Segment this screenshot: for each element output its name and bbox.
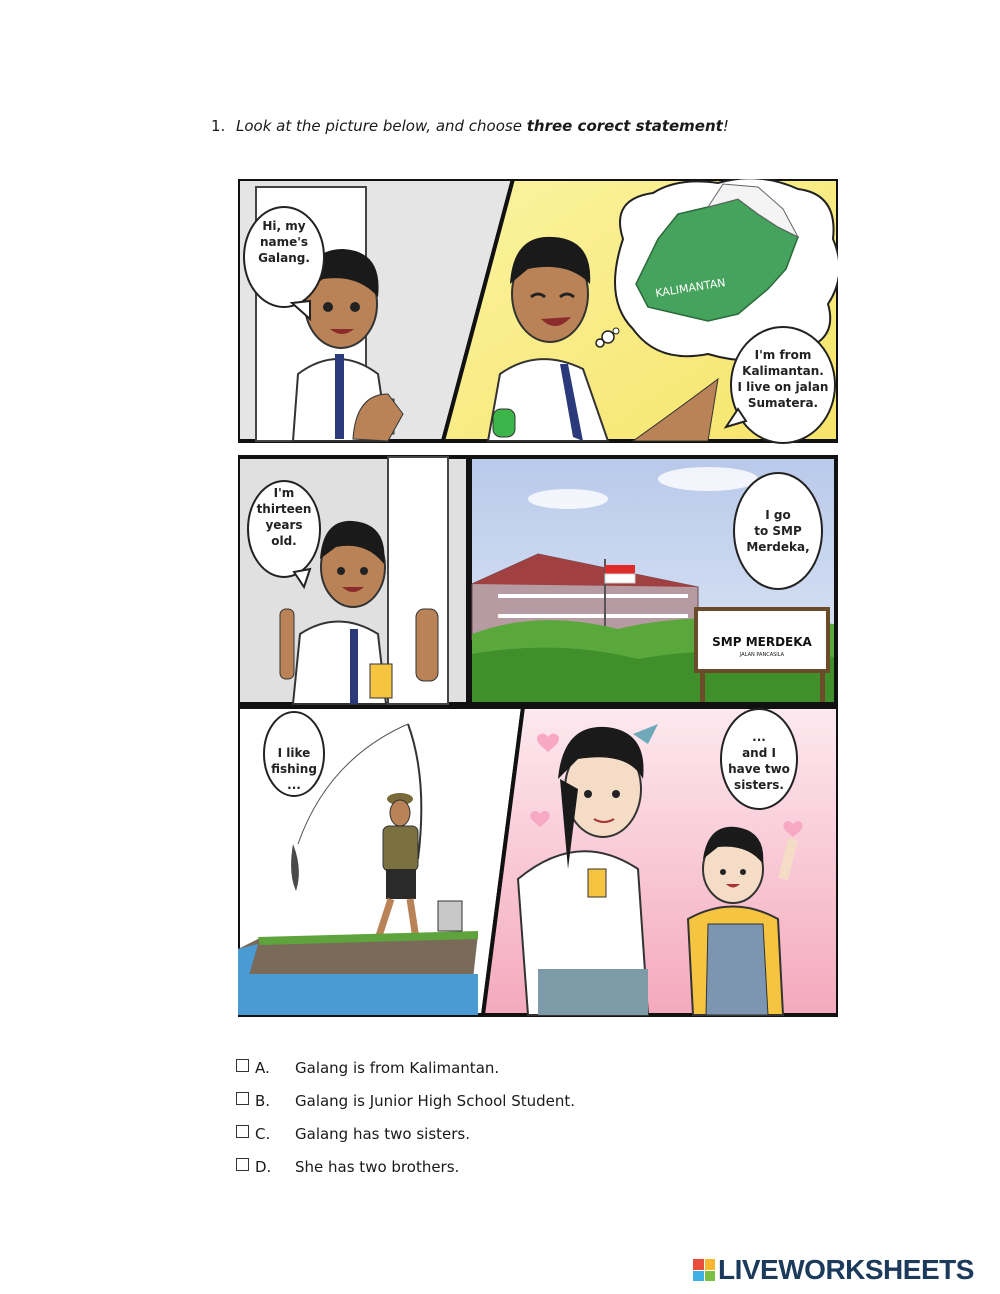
instruction-lead: Look at the picture below, and choose — [236, 117, 527, 135]
speech-bubble-sisters: ... and I have two sisters. — [728, 730, 790, 792]
option-a-checkbox[interactable] — [236, 1059, 249, 1072]
speech-bubble-hobby: I like fishing ... — [271, 746, 317, 792]
option-a-text: Galang is from Kalimantan. — [295, 1059, 500, 1077]
question-instruction — [211, 116, 729, 136]
option-b-letter: B. — [255, 1092, 271, 1110]
speech-bubble-age: I'm thirteen years old. — [256, 486, 312, 548]
option-c-letter: C. — [255, 1125, 271, 1143]
speech-bubble-intro: Hi, my name's Galang. — [258, 219, 310, 265]
brand-name: LIVEWORKSHEETS — [718, 1254, 974, 1285]
option-b-text: Galang is Junior High School Student. — [295, 1092, 576, 1110]
speech-bubble-origin: I'm from Kalimantan. I live on jalan Sumatera. — [737, 348, 829, 410]
school-sign-title: SMP MERDEKA — [712, 635, 812, 649]
liveworksheets-logo — [693, 1255, 974, 1285]
option-b-checkbox[interactable] — [236, 1092, 249, 1105]
option-d-letter: D. — [255, 1158, 272, 1176]
map-label: KALIMANTAN — [654, 276, 727, 300]
option-d-checkbox[interactable] — [236, 1158, 249, 1171]
option-d-text: She has two brothers. — [295, 1158, 460, 1176]
instruction-bold: three corect statement — [526, 117, 723, 135]
option-a-letter: A. — [255, 1059, 270, 1077]
option-c-checkbox[interactable] — [236, 1125, 249, 1138]
school-sign-subtitle: JALAN PANCASILA — [739, 652, 785, 658]
speech-bubble-school: I go to SMP Merdeka, — [746, 508, 810, 554]
liveworksheets-logo-icon — [693, 1259, 715, 1281]
option-c-text: Galang has two sisters. — [295, 1125, 471, 1143]
question-number: 1. — [211, 117, 226, 135]
instruction-end: ! — [722, 117, 729, 135]
comic-strip-image — [238, 179, 838, 1017]
